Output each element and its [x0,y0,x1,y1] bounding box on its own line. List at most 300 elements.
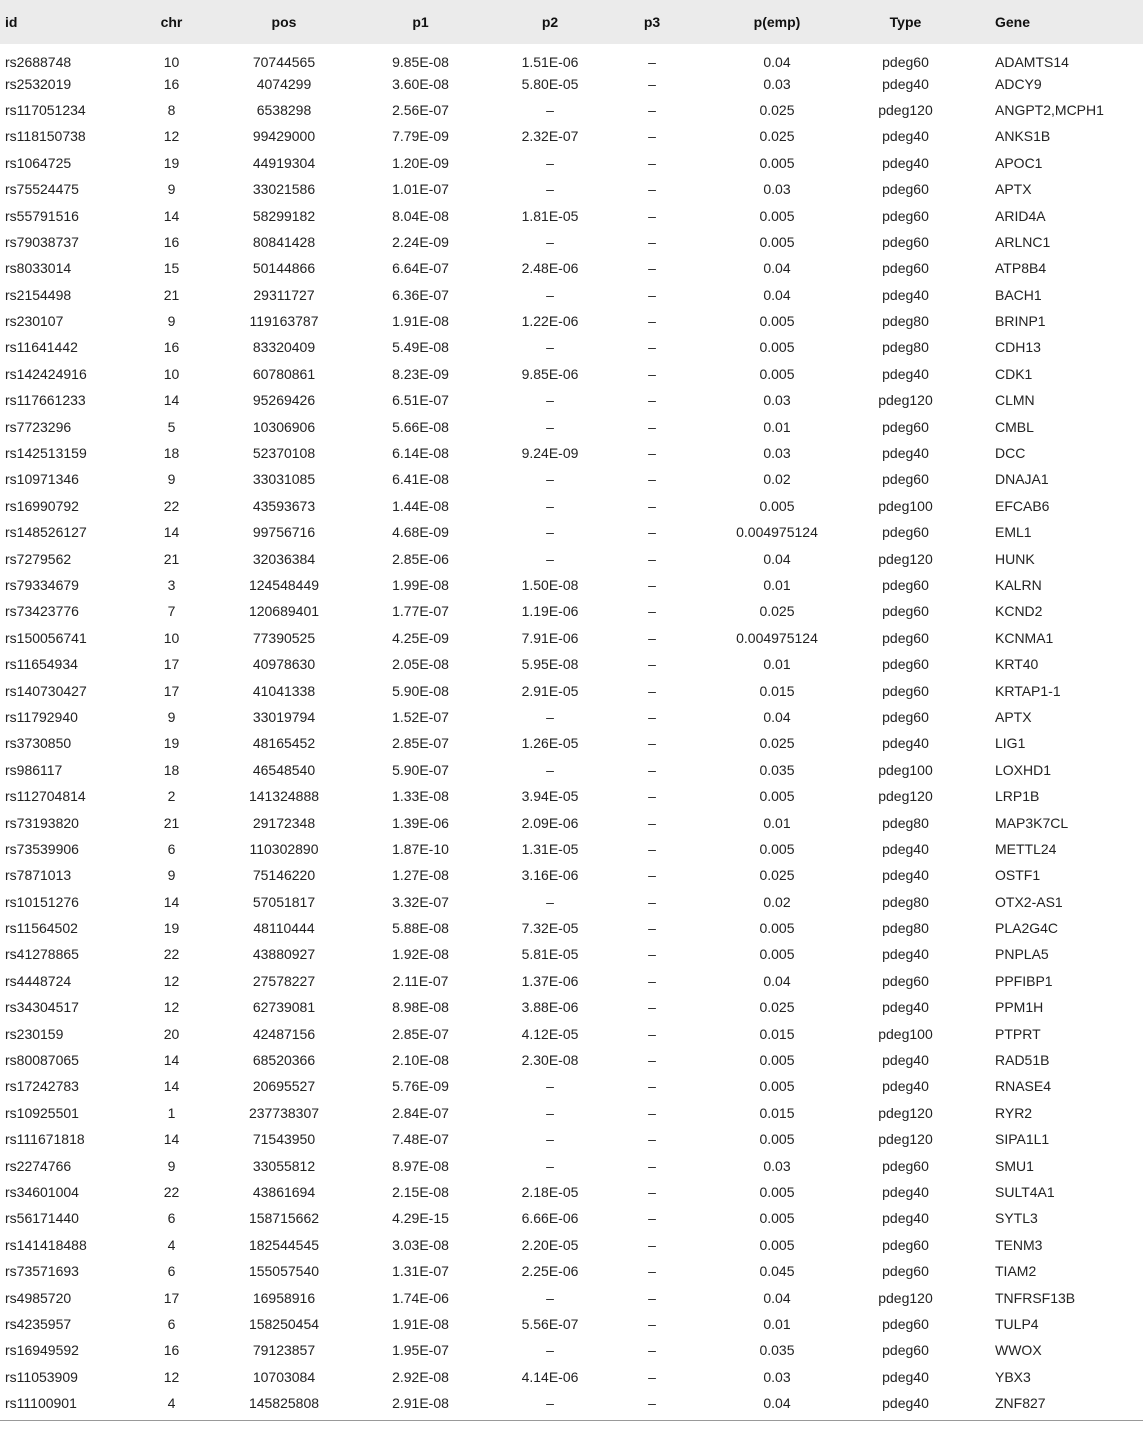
cell-chr: 9 [167,313,176,330]
cell-gene: SIPA1L1 [995,1131,1050,1148]
cell-gene: PLA2G4C [995,920,1059,937]
cell-gene: ADAMTS14 [995,54,1069,71]
cell-p3: – [648,972,656,989]
cell-type: pdeg60 [882,1315,929,1332]
cell-p2: 7.32E-05 [521,920,579,937]
cell-p1: 1.74E-06 [392,1289,449,1306]
cell-p2: 2.30E-08 [521,1052,579,1069]
cell-id: rs230107 [5,313,64,330]
column-header-type: Type [889,14,922,30]
cell-p1: 7.48E-07 [392,1131,449,1148]
cell-chr: 2 [167,788,176,805]
cell-p3: – [648,920,656,937]
cell-pos: 46548540 [252,761,316,778]
table-row [0,466,1143,492]
table-row [0,519,1143,545]
cell-chr: 12 [163,999,180,1016]
cell-p1: 6.36E-07 [392,286,449,303]
cell-p-emp: 0.015 [759,1104,795,1121]
cell-p3: – [648,260,656,277]
cell-p-emp: 0.025 [759,603,795,620]
cell-id: rs55791516 [5,207,79,224]
table-row [0,994,1143,1020]
cell-pos: 27578227 [252,972,316,989]
cell-gene: LRP1B [995,788,1040,805]
cell-p2: – [546,181,554,198]
cell-pos: 71543950 [252,1131,316,1148]
table-row [0,836,1143,862]
cell-p1: 2.84E-07 [392,1104,449,1121]
cell-type: pdeg120 [878,1104,933,1121]
cell-chr: 21 [163,550,180,567]
cell-pos: 62739081 [252,999,316,1016]
cell-gene: LOXHD1 [995,761,1052,778]
cell-id: rs10925501 [5,1104,79,1121]
cell-chr: 5 [167,418,176,435]
cell-chr: 20 [163,1025,180,1042]
cell-p2: 2.20E-05 [521,1236,579,1253]
column-header-p3: p3 [643,14,661,30]
cell-pos: 4074299 [256,75,312,92]
cell-gene: KALRN [995,577,1042,593]
table-row [0,255,1143,281]
cell-id: rs4235957 [5,1315,72,1332]
cell-gene: EFCAB6 [995,497,1050,514]
cell-p-emp: 0.04 [763,54,791,71]
cell-p3: – [648,1183,656,1200]
cell-pos: 44919304 [252,154,316,171]
cell-p2: – [546,471,554,488]
cell-p-emp: 0.045 [759,1263,795,1280]
cell-id: rs2274766 [5,1157,72,1174]
cell-p3: – [648,181,656,198]
cell-p3: – [648,814,656,831]
cell-p3: – [648,1078,656,1095]
table-row [0,229,1143,255]
table-row [0,968,1143,994]
cell-p1: 2.15E-08 [392,1183,449,1200]
cell-id: rs11053909 [5,1368,78,1385]
cell-gene: MAP3K7CL [995,814,1069,831]
cell-p3: – [648,577,656,593]
cell-pos: 79123857 [252,1342,316,1359]
cell-p3: – [648,682,656,699]
cell-p3: – [648,524,656,541]
cell-p2: 1.22E-06 [521,313,579,330]
cell-id: rs79038737 [5,233,79,250]
cell-gene: TULP4 [995,1315,1039,1332]
cell-pos: 42487156 [252,1025,316,1042]
cell-p2: 1.19E-06 [521,603,579,620]
cell-p1: 2.05E-08 [392,656,449,673]
cell-p-emp: 0.005 [759,1210,795,1227]
cell-p2: 7.91E-06 [521,629,579,646]
cell-id: rs118150738 [5,128,86,145]
cell-id: rs79334679 [5,577,79,593]
cell-pos: 99756716 [252,524,316,541]
cell-p3: – [648,128,656,145]
cell-chr: 14 [163,1078,180,1095]
cell-p2: – [546,339,554,356]
table-row [0,1364,1143,1390]
cell-type: pdeg40 [882,1368,929,1385]
cell-chr: 6 [167,1210,176,1227]
cell-type: pdeg60 [882,682,929,699]
cell-id: rs7279562 [5,550,72,567]
cell-chr: 3 [167,577,176,593]
cell-pos: 158250454 [248,1315,320,1332]
cell-chr: 19 [163,920,180,937]
cell-p1: 5.90E-08 [392,682,449,699]
cell-p1: 2.10E-08 [392,1052,449,1069]
column-header-id: id [5,14,18,30]
cell-chr: 12 [163,1368,180,1385]
table-row [0,677,1143,703]
cell-type: pdeg40 [882,867,929,884]
table-row [0,1205,1143,1231]
cell-type: pdeg100 [878,497,933,514]
cell-pos: 237738307 [248,1104,320,1121]
cell-p2: – [546,761,554,778]
cell-p3: – [648,233,656,250]
cell-pos: 124548449 [248,577,320,593]
cell-pos: 29172348 [252,814,316,831]
cell-pos: 110302890 [249,840,319,857]
cell-chr: 22 [163,497,180,514]
cell-pos: 50144866 [252,260,316,277]
cell-chr: 19 [163,735,180,752]
cell-id: rs142424916 [5,365,87,382]
cell-p3: – [648,313,656,330]
cell-p3: – [648,392,656,409]
cell-p1: 1.87E-10 [392,840,449,857]
column-header-chr: chr [160,14,183,30]
cell-chr: 22 [163,1183,180,1200]
cell-p2: 1.37E-06 [521,972,579,989]
cell-id: rs73193820 [5,814,79,831]
table-row [0,176,1143,202]
cell-id: rs7723296 [5,418,72,435]
cell-pos: 58299182 [252,207,316,224]
cell-p3: – [648,550,656,567]
table-row [0,1311,1143,1337]
cell-p1: 1.27E-08 [392,867,449,884]
cell-pos: 16958916 [252,1289,316,1306]
cell-p3: – [648,339,656,356]
cell-p-emp: 0.005 [759,788,795,805]
cell-p-emp: 0.005 [759,233,795,250]
cell-p2: 1.81E-05 [521,207,579,224]
cell-type: pdeg60 [882,260,929,277]
cell-chr: 9 [167,867,176,884]
cell-id: rs11654934 [5,656,78,673]
cell-gene: DCC [995,445,1026,462]
cell-p-emp: 0.03 [763,181,791,198]
cell-type: pdeg40 [882,1395,929,1412]
cell-p-emp: 0.005 [759,920,795,937]
cell-p2: – [546,233,554,250]
cell-type: pdeg60 [882,207,929,224]
cell-p2: – [546,893,554,910]
cell-pos: 48165452 [252,735,316,752]
cell-p-emp: 0.005 [759,339,795,356]
cell-p1: 2.85E-07 [392,735,449,752]
cell-p-emp: 0.03 [763,392,791,409]
cell-p1: 1.31E-07 [392,1263,449,1280]
cell-type: pdeg60 [882,524,929,541]
table-row [0,123,1143,149]
cell-p3: – [648,471,656,488]
cell-p3: – [648,286,656,303]
cell-type: pdeg120 [878,1131,933,1148]
cell-p-emp: 0.005 [759,946,795,963]
table-row [0,1232,1143,1258]
table-row [0,1284,1143,1310]
cell-type: pdeg60 [882,233,929,250]
cell-p2: 3.16E-06 [521,867,579,884]
cell-p3: – [648,1104,656,1121]
cell-gene: ZNF827 [995,1395,1046,1412]
table-row [0,1258,1143,1284]
cell-p2: 6.66E-06 [521,1210,579,1227]
cell-id: rs41278865 [5,946,79,963]
table-row [0,440,1143,466]
cell-gene: APOC1 [995,154,1043,171]
cell-p1: 6.41E-08 [392,471,449,488]
cell-p3: – [648,445,656,462]
cell-p-emp: 0.01 [763,577,791,593]
cell-pos: 83320409 [252,339,316,356]
cell-gene: TNFRSF13B [995,1289,1076,1306]
cell-type: pdeg60 [882,972,929,989]
cell-p2: – [546,550,554,567]
cell-p2: – [546,1078,554,1095]
cell-p2: – [546,154,554,171]
cell-p2: – [546,1342,554,1359]
cell-p-emp: 0.04 [763,286,791,303]
cell-pos: 43861694 [252,1183,316,1200]
cell-p3: – [648,629,656,646]
cell-gene: TIAM2 [995,1263,1037,1280]
cell-id: rs230159 [5,1025,64,1042]
cell-type: pdeg40 [882,1183,929,1200]
cell-p-emp: 0.02 [763,471,791,488]
cell-chr: 18 [163,445,180,462]
cell-chr: 14 [163,524,180,541]
cell-chr: 19 [163,154,180,171]
cell-type: pdeg40 [882,1052,929,1069]
cell-gene: HUNK [995,550,1035,567]
cell-p2: – [546,392,554,409]
cell-type: pdeg60 [882,471,929,488]
cell-p1: 1.92E-08 [392,946,449,963]
cell-pos: 41041338 [252,682,316,699]
cell-gene: CDK1 [995,365,1033,382]
cell-id: rs11564502 [5,920,78,937]
cell-p3: – [648,999,656,1016]
cell-p1: 4.25E-09 [392,629,449,646]
cell-gene: CMBL [995,418,1034,435]
cell-p3: – [648,1025,656,1042]
cell-type: pdeg40 [882,128,929,145]
cell-p2: 9.85E-06 [521,365,579,382]
cell-p3: – [648,365,656,382]
cell-p-emp: 0.025 [759,101,795,118]
cell-id: rs11100901 [5,1395,77,1412]
cell-gene: ARLNC1 [995,233,1051,250]
cell-p-emp: 0.035 [759,1342,795,1359]
cell-p2: 1.26E-05 [521,735,579,752]
cell-type: pdeg120 [878,101,933,118]
cell-p1: 2.85E-06 [392,550,449,567]
cell-pos: 52370108 [252,445,316,462]
cell-p2: 5.56E-07 [521,1315,579,1332]
cell-p2: 1.50E-08 [521,577,579,593]
cell-type: pdeg40 [882,75,929,92]
cell-chr: 12 [163,972,180,989]
cell-p-emp: 0.005 [759,207,795,224]
cell-p1: 3.03E-08 [392,1236,449,1253]
table-row [0,334,1143,360]
cell-chr: 6 [167,840,176,857]
cell-pos: 6538298 [256,101,312,118]
cell-chr: 9 [167,471,176,488]
cell-p2: – [546,524,554,541]
cell-p3: – [648,761,656,778]
cell-type: pdeg60 [882,1342,929,1359]
table-row [0,1126,1143,1152]
cell-p1: 8.98E-08 [392,999,449,1016]
table-header [0,0,1143,44]
cell-p2: 1.31E-05 [521,840,579,857]
table-row [0,1073,1143,1099]
cell-p-emp: 0.01 [763,814,791,831]
cell-p3: – [648,1263,656,1280]
cell-p2: – [546,101,554,118]
cell-p-emp: 0.005 [759,1078,795,1095]
table-row [0,1337,1143,1363]
cell-gene: PNPLA5 [995,946,1049,963]
cell-chr: 21 [163,286,180,303]
cell-id: rs73571693 [5,1263,79,1280]
cell-gene: RYR2 [995,1104,1033,1121]
cell-chr: 14 [163,893,180,910]
cell-p2: 5.95E-08 [521,656,579,673]
cell-p3: – [648,1368,656,1385]
cell-pos: 182544545 [248,1236,320,1253]
cell-gene: KRT40 [995,656,1039,673]
table-row [0,915,1143,941]
cell-type: pdeg40 [882,154,929,171]
cell-p2: 3.94E-05 [521,788,579,805]
cell-p-emp: 0.025 [759,735,795,752]
cell-type: pdeg40 [882,1210,929,1227]
cell-gene: OTX2-AS1 [995,893,1063,910]
table-row [0,783,1143,809]
table-row [0,941,1143,967]
cell-p3: – [648,840,656,857]
cell-p2: 2.09E-06 [521,814,579,831]
cell-p3: – [648,1236,656,1253]
cell-pos: 158715662 [248,1210,320,1227]
cell-chr: 10 [163,365,180,382]
cell-id: rs140730427 [5,682,87,699]
cell-p-emp: 0.04 [763,1395,791,1412]
cell-id: rs17242783 [5,1078,79,1095]
cell-gene: CDH13 [995,339,1041,356]
cell-type: pdeg60 [882,577,929,593]
cell-p1: 1.20E-09 [392,154,449,171]
cell-chr: 16 [163,75,180,92]
cell-id: rs7871013 [5,867,72,884]
column-header-p-emp: p(emp) [753,14,801,30]
cell-p-emp: 0.03 [763,1157,791,1174]
cell-id: rs8033014 [5,260,72,277]
column-header-pos: pos [271,14,297,30]
cell-chr: 17 [163,1289,180,1306]
cell-p-emp: 0.04 [763,260,791,277]
cell-chr: 9 [167,181,176,198]
cell-p2: – [546,1157,554,1174]
cell-type: pdeg80 [882,814,929,831]
cell-gene: SMU1 [995,1157,1034,1174]
cell-gene: KCND2 [995,603,1043,620]
cell-chr: 21 [163,814,180,831]
cell-p-emp: 0.03 [763,445,791,462]
cell-gene: ANGPT2,MCPH1 [995,101,1104,118]
cell-p1: 5.66E-08 [392,418,449,435]
cell-id: rs117051234 [5,101,86,118]
cell-p1: 8.23E-09 [392,365,449,382]
cell-p3: – [648,708,656,725]
cell-p-emp: 0.004975124 [736,629,818,646]
cell-id: rs986117 [5,761,63,778]
cell-id: rs10151276 [5,893,79,910]
table-row [0,704,1143,730]
cell-p1: 1.33E-08 [392,788,449,805]
cell-gene: DNAJA1 [995,471,1049,488]
table-row [0,70,1143,96]
cell-chr: 14 [163,207,180,224]
cell-pos: 145825808 [248,1395,320,1412]
cell-pos: 40978630 [252,656,316,673]
cell-gene: PPM1H [995,999,1044,1016]
cell-type: pdeg40 [882,840,929,857]
cell-pos: 141324888 [248,788,320,805]
cell-p3: – [648,788,656,805]
cell-id: rs34304517 [5,999,79,1016]
cell-type: pdeg40 [882,946,929,963]
cell-p-emp: 0.005 [759,1236,795,1253]
cell-p3: – [648,1210,656,1227]
table-row [0,202,1143,228]
cell-chr: 10 [163,54,180,71]
cell-id: rs150056741 [5,629,87,646]
table-row [0,651,1143,677]
cell-type: pdeg60 [882,54,929,71]
cell-pos: 70744565 [252,54,316,71]
cell-p2: – [546,1104,554,1121]
cell-pos: 77390525 [252,629,316,646]
cell-p-emp: 0.025 [759,128,795,145]
cell-p1: 1.77E-07 [392,603,449,620]
cell-gene: ADCY9 [995,75,1042,92]
cell-id: rs141418488 [5,1236,87,1253]
cell-id: rs142513159 [5,445,87,462]
cell-id: rs1064725 [5,154,72,171]
cell-chr: 6 [167,1263,176,1280]
cell-p3: – [648,54,656,71]
